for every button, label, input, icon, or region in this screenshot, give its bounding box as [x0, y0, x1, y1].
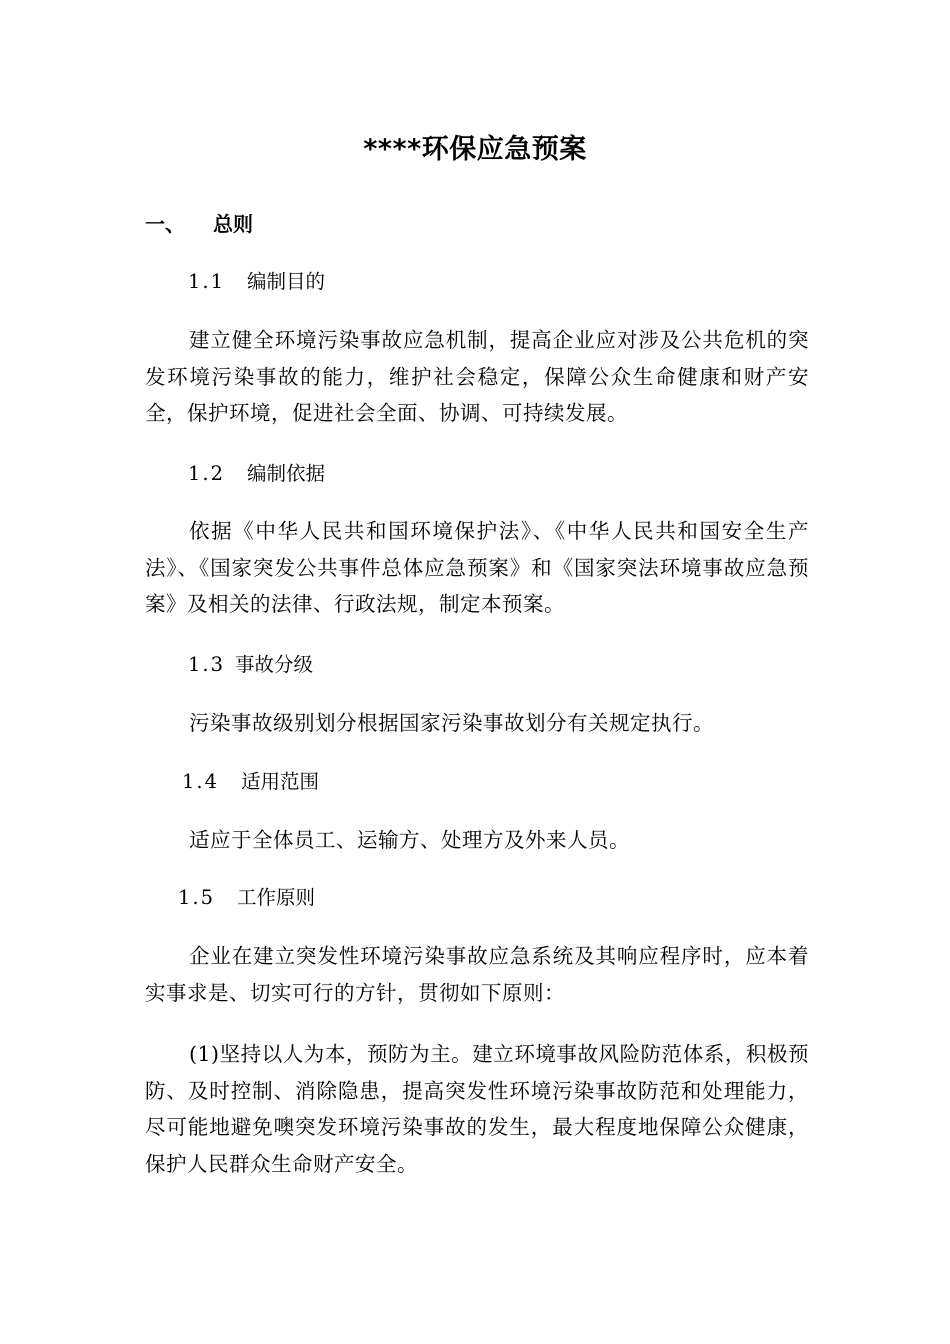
section-number: 一、 [145, 212, 185, 236]
subsection-title: 工作原则 [237, 886, 316, 909]
subsection-heading-1-4 [182, 766, 319, 798]
subsection-number: 1.5 [178, 886, 216, 909]
subsection-title: 编制目的 [247, 270, 326, 293]
paragraph-principles: 企业在建立突发性环境污染事故应急系统及其响应程序时，应本着实事求是、切实可行的方针，贯彻如下原则： [145, 944, 809, 1005]
paragraph-scope: 适应于全体员工、运输方、处理方及外来人员。 [189, 828, 630, 852]
paragraph-purpose: 建立健全环境污染事故应急机制，提高企业应对涉及公共危机的突发环境污染事故的能力，维护社会稳定，保障公众生命健康和财产安全，保护环境，促进社会全面、协调、可持续发展。 [145, 328, 809, 425]
paragraph-classification: 污染事故级别划分根据国家污染事故划分有关规定执行。 [189, 711, 714, 735]
subsection-title: 编制依据 [247, 462, 326, 485]
subsection-heading-1-5 [178, 882, 315, 914]
subsection-heading-1-2 [188, 458, 325, 490]
section-title: 总则 [213, 212, 253, 236]
paragraph-basis: 依据《中华人民共和国环境保护法》、《中华人民共和国安全生产法》、《国家突发公共事件总体应急预案》和《国家突法环境事故应急预案》及相关的法律、行政法规，制定本预案。 [145, 519, 809, 616]
subsection-number: 1.2 [188, 462, 226, 485]
subsection-title: 适用范围 [241, 770, 320, 793]
subsection-heading-1-1 [188, 266, 325, 298]
document-title: ****环保应急预案 [363, 134, 587, 165]
subsection-heading-1-3 [188, 649, 313, 681]
subsection-number: 1.4 [182, 770, 220, 793]
subsection-title: 事故分级 [235, 653, 314, 676]
paragraph-principle-1: (1)坚持以人为本，预防为主。建立环境事故风险防范体系，积极预防、及时控制、消除隐患，提高突发性环境污染事故防范和处理能力，尽可能地避免噢突发环境污染事故的发生，最大程度地保障公众健康，保护人民群众生命财产安全。 [145, 1042, 809, 1176]
subsection-number: 1.1 [188, 270, 226, 293]
subsection-number: 1.3 [188, 653, 226, 676]
section-heading-general [145, 208, 253, 240]
